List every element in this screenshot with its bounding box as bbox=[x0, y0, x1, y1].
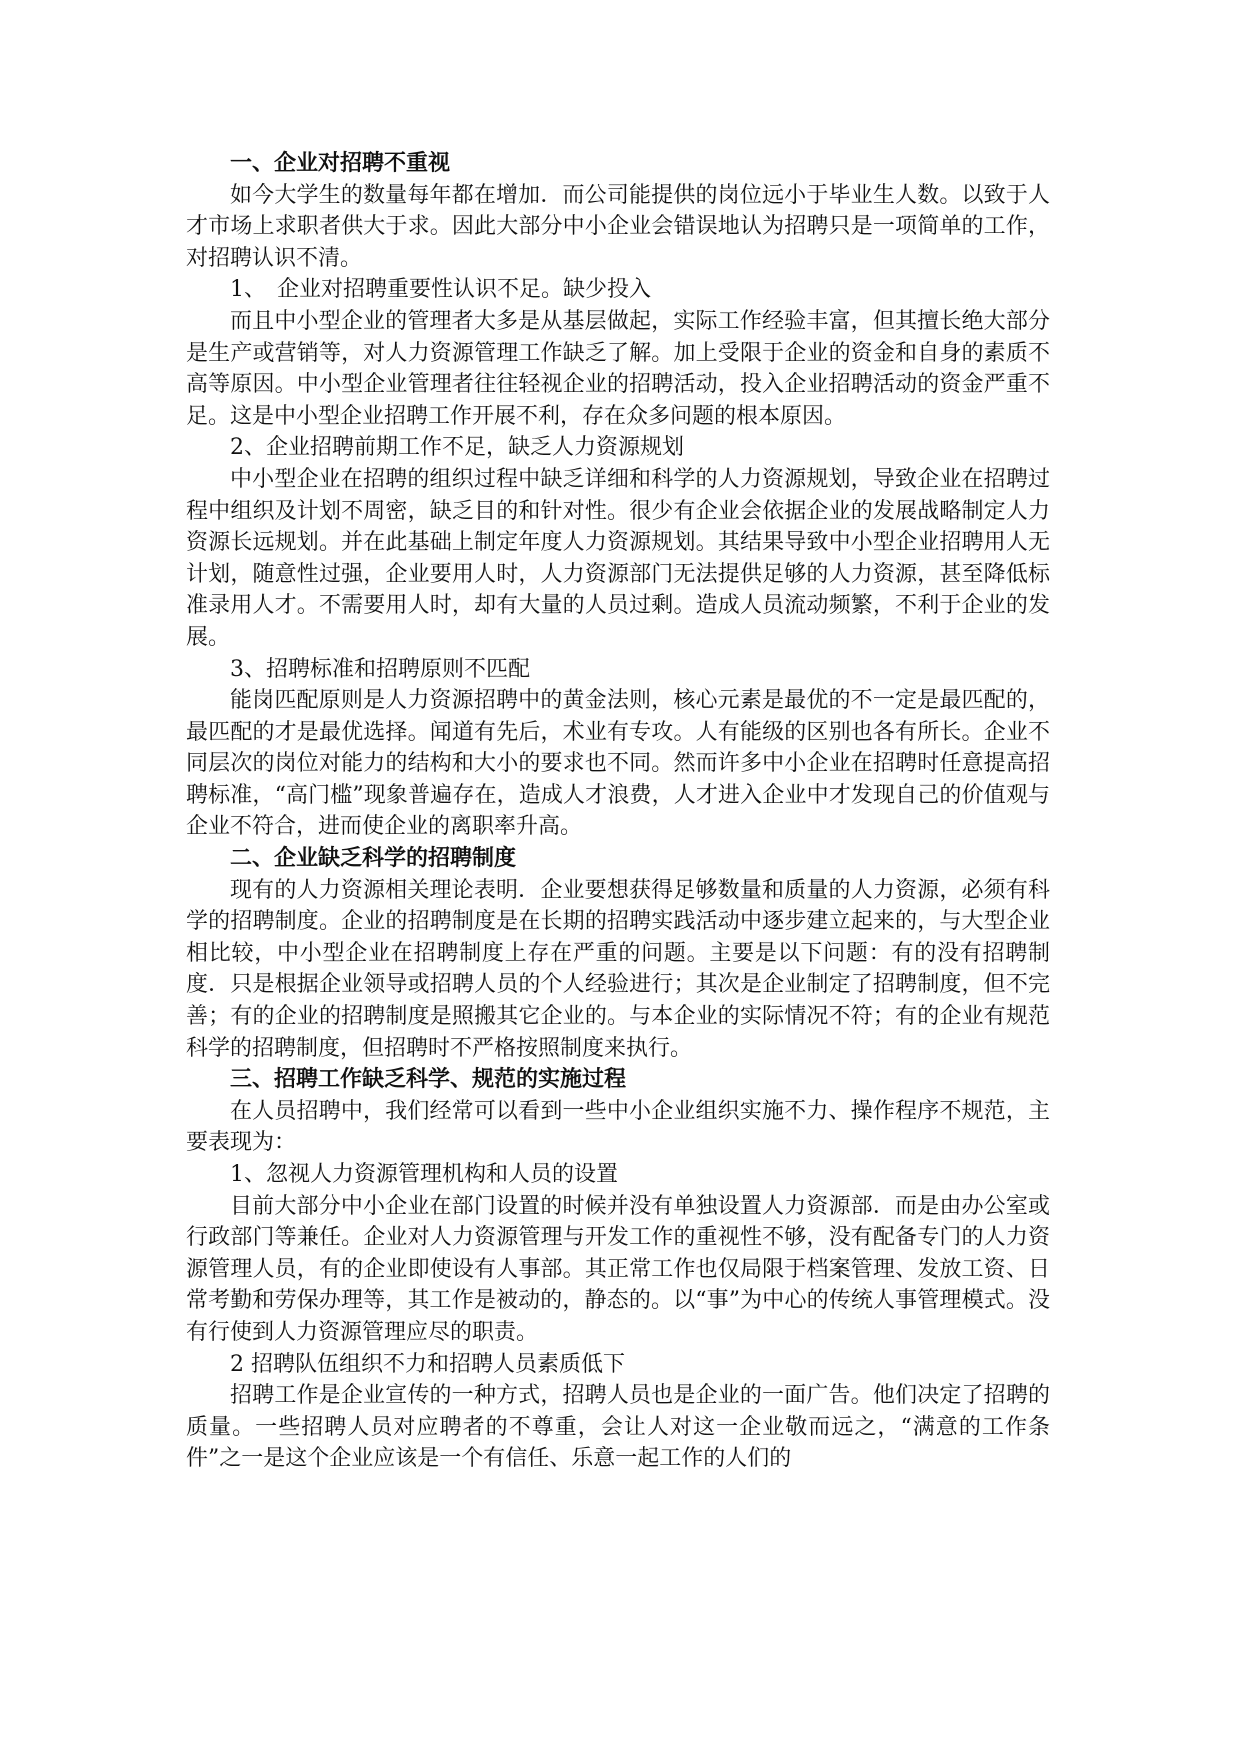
paragraph: 现有的人力资源相关理论表明．企业要想获得足够数量和质量的人力资源，必须有科学的招聘制度。企业的招聘制度是在长期的招聘实践活动中逐步建立起来的，与大型企业相比较，中小型企业在招聘制度上存在严重的问题。主要是以下问题：有的没有招聘制度．只是根据企业领导或招聘人员的个人经验进行；其次是企业制定了招聘制度，但不完善；有的企业的招聘制度是照搬其它企业的。与本企业的实际情况不符；有的企业有规范科学的招聘制度，但招聘时不严格按照制度来执行。 bbox=[186, 877, 1050, 1061]
paragraph: 招聘工作是企业宣传的一种方式，招聘人员也是企业的一面广告。他们决定了招聘的质量。一些招聘人员对应聘者的不尊重，会让人对这一企业敬而远之，“满意的工作条件”之一是这个企业应该是一个有信任、乐意一起工作的人们的 bbox=[186, 1383, 1050, 1472]
paragraph: 能岗匹配原则是人力资源招聘中的黄金法则，核心元素是最优的不一定是最匹配的，最匹配的才是最优选择。闻道有先后，术业有专攻。人有能级的区别也各有所长。企业不同层次的岗位对能力的结构和大小的要求也不同。然而许多中小企业在招聘时任意提高招聘标准，“高门槛”现象普遍存在，造成人才浪费，人才进入企业中才发现自己的价值观与企业不符合，进而使企业的离职率升高。 bbox=[186, 688, 1050, 840]
paragraph: 中小型企业在招聘的组织过程中缺乏详细和科学的人力资源规划，导致企业在招聘过程中组织及计划不周密，缺乏目的和针对性。很少有企业会依据企业的发展战略制定人力资源长远规划。并在此基础上制定年度人力资源规划。其结果导致中小型企业招聘用人无计划，随意性过强，企业要用人时，人力资源部门无法提供足够的人力资源，甚至降低标准录用人才。不需要用人时，却有大量的人员过剩。造成人员流动频繁，不利于企业的发展。 bbox=[186, 466, 1050, 650]
paragraph: 如今大学生的数量每年都在增加．而公司能提供的岗位远小于毕业生人数。以致于人才市场上求职者供大于求。因此大部分中小企业会错误地认为招聘只是一项简单的工作，对招聘认识不清。 bbox=[186, 182, 1050, 271]
subheading: 3、招聘标准和招聘原则不匹配 bbox=[230, 656, 530, 682]
subheading: 1、 企业对招聘重要性认识不足。缺少投入 bbox=[230, 277, 651, 303]
subheading: 2、企业招聘前期工作不足，缺乏人力资源规划 bbox=[230, 435, 684, 461]
section-heading-1: 一、企业对招聘不重视 bbox=[230, 150, 451, 176]
paragraph: 目前大部分中小企业在部门设置的时候并没有单独设置人力资源部．而是由办公室或行政部门等兼任。企业对人力资源管理与开发工作的重视性不够，没有配备专门的人力资源管理人员，有的企业即使设有人事部。其正常工作也仅局限于档案管理、发放工资、日常考勤和劳保办理等，其工作是被动的，静态的。以“事”为中心的传统人事管理模式。没有行使到人力资源管理应尽的职责。 bbox=[186, 1193, 1050, 1345]
section-heading-3: 三、招聘工作缺乏科学、规范的实施过程 bbox=[230, 1066, 627, 1093]
subheading: 2 招聘队伍组织不力和招聘人员素质低下 bbox=[230, 1351, 625, 1377]
section-heading-2: 二、企业缺乏科学的招聘制度 bbox=[230, 845, 517, 872]
subheading: 1、忽视人力资源管理机构和人员的设置 bbox=[230, 1162, 618, 1187]
document-body bbox=[186, 148, 1050, 1475]
paragraph: 而且中小型企业的管理者大多是从基层做起，实际工作经验丰富，但其擅长绝大部分是生产或营销等，对人力资源管理工作缺乏了解。加上受限于企业的资金和自身的素质不高等原因。中小型企业管理者往往轻视企业的招聘活动，投入企业招聘活动的资金严重不足。这是中小型企业招聘工作开展不利，存在众多问题的根本原因。 bbox=[186, 308, 1050, 429]
paragraph: 在人员招聘中，我们经常可以看到一些中小企业组织实施不力、操作程序不规范，主要表现为： bbox=[186, 1098, 1050, 1156]
